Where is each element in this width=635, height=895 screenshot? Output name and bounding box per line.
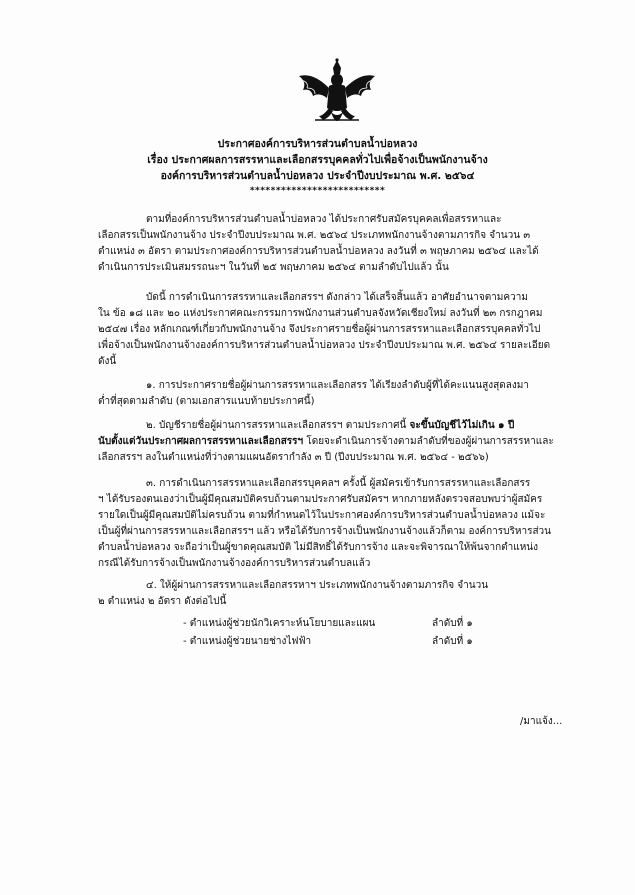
para2-line3: ๒๕๔๗ เรื่อง หลักเกณฑ์เกี่ยวกับพนักงานจ้าง จึงประกาศรายชื่อผู้ผ่านการสรรหาและเลือกสรรบุคคลทั่วไป bbox=[98, 324, 541, 335]
para1-line1: ตามที่องค์การบริหารส่วนตำบลน้ำบ่อหลวง ได้ประกาศรับสมัครบุคคลเพื่อสรรหาและ bbox=[146, 214, 502, 225]
item1-line2: ต่ำที่สุดตามลำดับ (ตามเอกสารแนบท้ายประกาศนี้) bbox=[98, 396, 315, 407]
position-rank: ลำดับที่ ๑ bbox=[432, 618, 473, 629]
item2-list-validity: จะขึ้นบัญชีไว้ไม่เกิน ๑ ปี bbox=[409, 420, 515, 431]
announcement-title: ประกาศองค์การบริหารส่วนตำบลน้ำบ่อหลวง bbox=[217, 138, 418, 150]
item2-line1 bbox=[146, 418, 514, 434]
position-name: - ตำแหน่งผู้ช่วยนายช่างไฟฟ้า bbox=[183, 636, 312, 647]
para2-line5: ดังนี้ bbox=[98, 356, 117, 367]
item3-line2: ฯ ได้รับรองตนเองว่าเป็นผู้มีคุณสมบัติครบถ้วนตามประกาศรับสมัครฯ หากภายหลังตรวจสอบพบว่าผู้สมัคร bbox=[98, 494, 543, 505]
item2-line2 bbox=[98, 434, 554, 450]
item2-line2-text: โดยจะดำเนินการจ้างตามลำดับที่ของผู้ผ่านการสรรหาและ bbox=[303, 436, 554, 447]
announcement-organization: องค์การบริหารส่วนตำบลน้ำบ่อหลวง ประจำปีงบประมาณ พ.ศ. ๒๕๖๔ bbox=[160, 170, 475, 182]
item1-line1: ๑. การประกาศรายชื่อผู้ผ่านการสรรหาและเลือกสรร ได้เรียงลำดับผู้ที่ได้คะแนนสูงสุดลงมา bbox=[146, 380, 529, 391]
heading-divider: ************************** bbox=[249, 186, 386, 196]
continued-note: /มาแจ้ง... bbox=[520, 716, 563, 727]
para2-line1: บัดนี้ การดำเนินการสรรหาและเลือกสรรฯ ดังกล่าว ได้เสร็จสิ้นแล้ว อาศัยอำนาจตามความ bbox=[146, 292, 528, 303]
para1-line3: ตำแหน่ง ๓ อัตรา ตามประกาศองค์การบริหารส่วนตำบลน้ำบ่อหลวง ลงวันที่ ๓ พฤษภาคม ๒๕๖๔ และได้ bbox=[98, 246, 539, 257]
para1-line2: เลือกสรรเป็นพนักงานจ้าง ประจำปีงบประมาณ พ.ศ. ๒๕๖๔ ประเภทพนักงานจ้างตามภารกิจ จำนวน ๓ bbox=[98, 230, 531, 241]
item2-list-start: นับตั้งแต่วันประกาศผลการสรรหาและเลือกสรรฯ bbox=[98, 436, 304, 447]
item2-line3: เลือกสรรฯ ลงในตำแหน่งที่ว่างตามแผนอัตรากำลัง ๓ ปี (ปีงบประมาณ พ.ศ. ๒๕๖๔ - ๒๕๖๖) bbox=[98, 452, 489, 463]
announcement-subject: เรื่อง ประกาศผลการสรรหาและเลือกสรรบุคคลทั่วไปเพื่อจ้างเป็นพนักงานจ้าง bbox=[147, 154, 488, 166]
item4-line1: ๔. ให้ผู้ผ่านการสรรหาและเลือกสรรหาฯ ประเภทพนักงานจ้างตามภารกิจ จำนวน bbox=[146, 580, 489, 591]
para2-line4: เพื่อจ้างเป็นพนักงานจ้างองค์การบริหารส่วนตำบลน้ำบ่อหลวง ประจำปีงบประมาณ พ.ศ. ๒๕๖๔ รายละเอียด bbox=[98, 340, 551, 351]
para1-line4: ดำเนินการประเมินสมรรถนะฯ ในวันที่ ๒๕ พฤษภาคม ๒๕๖๔ ตามลำดับไปแล้ว นั้น bbox=[98, 262, 449, 273]
item4-line2: ๒ ตำแหน่ง ๒ อัตรา ดังต่อไปนี้ bbox=[98, 596, 227, 607]
garuda-emblem-icon bbox=[293, 58, 381, 130]
item3-line6: กรณีได้รับการจ้างเป็นพนักงานจ้างองค์การบริหารส่วนตำบลแล้ว bbox=[98, 558, 371, 569]
item3-line1: ๓. การดำเนินการสรรหาและเลือกสรรบุคคลฯ ครั้งนี้ ผู้สมัครเข้ารับการสรรหาและเลือกสรร bbox=[146, 478, 531, 489]
position-rank: ลำดับที่ ๑ bbox=[432, 636, 473, 647]
item3-line4: เป็นผู้ที่ผ่านการสรรหาและเลือกสรรฯ แล้ว หรือได้รับการจ้างเป็นพนักงานจ้างแล้วก็ตาม องค์การบริหารส่วน bbox=[98, 526, 551, 537]
item3-line3: รายใดเป็นผู้มีคุณสมบัติไม่ครบถ้วน ตามที่กำหนดไว้ในประกาศองค์การบริหารส่วนตำบลน้ำบ่อหลวง แม้จะ bbox=[98, 510, 546, 521]
position-name: - ตำแหน่งผู้ช่วยนักวิเคราะห์นโยบายและแผน bbox=[183, 618, 376, 629]
item3-line5: ตำบลน้ำบ่อหลวง จะถือว่าเป็นผู้ขาดคุณสมบัติ ไม่มีสิทธิ์ได้รับการจ้าง และจะพิจารณาให้พ้นจากตำแหน่ง bbox=[98, 542, 539, 553]
item2-line1-text: ๒. บัญชีรายชื่อผู้ผ่านการสรรหาและเลือกสรรฯ ตามประกาศนี้ bbox=[146, 420, 410, 431]
para2-line2: ใน ข้อ ๑๘ และ ๒๐ แห่งประกาศคณะกรรมการพนักงานส่วนตำบลจังหวัดเชียงใหม่ ลงวันที่ ๒๓ กรกฎาคม bbox=[98, 308, 543, 319]
